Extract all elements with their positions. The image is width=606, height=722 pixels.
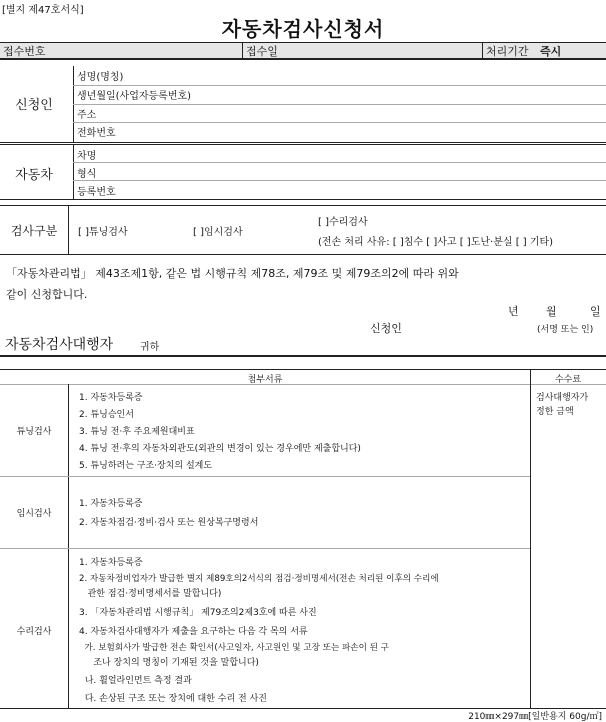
applicant-name-field[interactable]: 성명(명칭) — [77, 72, 124, 83]
fee-value-line-2: 정한 금액 — [536, 407, 574, 417]
applicant-label: 신청인 — [15, 98, 53, 113]
receipt-number-label: 접수번호 — [3, 45, 46, 58]
temporary-inspection-checkbox[interactable]: [ ]임시검사 — [193, 227, 243, 238]
form-number: [별지 제47호서식] — [2, 5, 84, 16]
list-item: 1. 자동차등록증 — [79, 558, 143, 568]
processing-period-label: 처리기간 — [486, 45, 529, 58]
tuning-inspection-checkbox[interactable]: [ ]튜닝검사 — [78, 227, 128, 238]
applicant-address-field[interactable]: 주소 — [77, 110, 97, 121]
list-item: 다. 손상된 구조 또는 장치에 대한 수리 전 사진 — [79, 694, 267, 704]
list-item: 3. 「자동차관리법 시행규칙」 제79조의2제3호에 따른 사진 — [79, 608, 317, 618]
total-loss-reason-options[interactable]: (전손 처리 사유: [ ]침수 [ ]사고 [ ]도난·분실 [ ] 기타) — [318, 237, 554, 248]
addressee-suffix: 귀하 — [140, 342, 160, 353]
list-item: 2. 자동차점검·정비·검사 또는 원상복구명령서 — [79, 518, 259, 528]
addressee-name: 자동차검사대행자 — [5, 337, 114, 353]
vehicle-name-field[interactable]: 차명 — [77, 151, 97, 162]
list-item: 4. 자동차검사대행자가 제출을 요구하는 다음 각 목의 서류 — [79, 627, 308, 637]
fee-value-line-1: 검사대행자가 — [536, 393, 589, 403]
signature-label: 신청인 — [370, 322, 402, 335]
inspection-type-label: 검사구분 — [10, 224, 58, 238]
repair-row-label: 수리검사 — [16, 627, 52, 637]
list-item: 4. 튜닝 전·후의 자동차외관도(외관의 변경이 있는 경우에만 제출합니다) — [79, 444, 361, 454]
paper-spec-footer: 210㎜×297㎜[일반용지 60g/㎡] — [468, 712, 602, 722]
receipt-date-label: 접수일 — [246, 45, 278, 58]
vehicle-type-field[interactable]: 형식 — [77, 169, 97, 180]
list-item: 5. 튜닝하려는 구조·장치의 설계도 — [79, 461, 213, 471]
tuning-row-label: 튜닝검사 — [16, 427, 52, 437]
statement-line-2: 같이 신청합니다. — [6, 288, 88, 301]
list-item: 가. 보험회사가 발급한 전손 확인서(사고일자, 사고원인 및 고장 또는 파손이 된 구 — [79, 643, 389, 653]
repair-inspection-checkbox[interactable]: [ ]수리검사 — [318, 217, 368, 228]
list-item: 조나 장치의 명칭이 기재된 것을 말합니다) — [79, 658, 259, 668]
list-item: 1. 자동차등록증 — [79, 393, 143, 403]
signature-hint: (서명 또는 인) — [537, 325, 594, 335]
date-month-label: 월 — [546, 305, 557, 318]
fee-header: 수수료 — [554, 375, 582, 385]
date-day-label: 일 — [590, 305, 601, 318]
vehicle-label: 자동차 — [15, 168, 53, 183]
temporary-row-label: 임시검사 — [16, 509, 52, 519]
list-item: 관한 점검·정비명세서를 말합니다) — [79, 589, 222, 599]
applicant-birthdate-field[interactable]: 생년월일(사업자등록번호) — [77, 91, 192, 102]
list-item: 3. 튜닝 전·후 주요제원대비표 — [79, 427, 195, 437]
list-item: 2. 튜닝승인서 — [79, 410, 134, 420]
vehicle-registration-field[interactable]: 등록번호 — [77, 187, 116, 198]
statement-line-1: 「자동차관리법」 제43조제1항, 같은 법 시행규칙 제78조, 제79조 및 제79조의2에 따라 위와 — [6, 267, 459, 280]
applicant-phone-field[interactable]: 전화번호 — [77, 128, 116, 139]
list-item: 2. 자동차정비업자가 발급한 별지 제89호의2서식의 점검·정비명세서(전손 처리된 이후의 수리에 — [79, 574, 439, 584]
attachments-header: 첨부서류 — [247, 375, 283, 385]
page-title: 자동차검사신청서 — [221, 17, 385, 41]
processing-period-value: 즉시 — [540, 45, 562, 58]
date-year-label: 년 — [508, 305, 519, 318]
list-item: 1. 자동차등록증 — [79, 499, 143, 509]
list-item: 나. 휠얼라인먼트 측정 결과 — [79, 676, 192, 686]
